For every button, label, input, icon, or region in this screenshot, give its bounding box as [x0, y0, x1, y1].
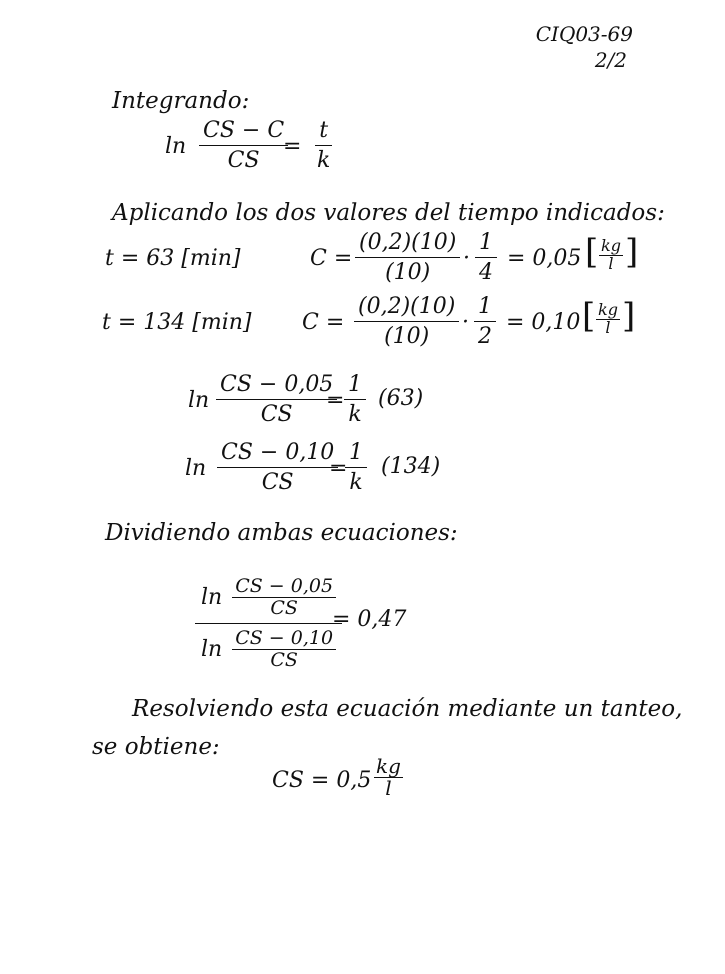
- ln-symbol: ln: [188, 388, 210, 413]
- unit-denominator: l: [608, 253, 614, 273]
- fraction-denominator: (10): [385, 260, 431, 286]
- time-row-1: [105, 228, 639, 288]
- bracket-left: [: [585, 232, 599, 272]
- fraction-denominator: 4: [479, 260, 493, 286]
- unit-denominator: l: [385, 776, 392, 800]
- cs-value: CS = 0,5: [272, 768, 372, 793]
- time-row-2: [102, 294, 636, 354]
- fraction-numerator: 1: [345, 440, 367, 468]
- equation-1: [188, 372, 488, 432]
- bracket-right: ]: [625, 232, 639, 272]
- time-value-2: t = 134 [min]: [102, 310, 252, 335]
- kg-per-l-unit-1: [599, 238, 623, 273]
- half-fraction: [474, 294, 496, 350]
- fraction-denominator: CS: [270, 648, 298, 671]
- fraction-numerator: CS − C: [199, 118, 288, 146]
- fraction-numerator: 1: [344, 372, 366, 400]
- c-label-1: C =: [310, 246, 353, 271]
- ratio-result: = 0,47: [332, 607, 407, 632]
- multiply-dot-2: ·: [462, 310, 469, 335]
- time-value-1: t = 63 [min]: [105, 246, 241, 271]
- integrated-equation: [165, 118, 365, 178]
- fraction-numerator: 1: [474, 294, 496, 322]
- ln-symbol: ln: [165, 134, 187, 159]
- ln-symbol: ln: [185, 456, 207, 481]
- fraction-denominator: 2: [478, 324, 492, 350]
- fraction-denominator: k: [317, 148, 331, 174]
- ratio-fraction: [195, 572, 342, 675]
- integrando-heading: Integrando:: [112, 88, 250, 114]
- fraction-denominator: CS: [261, 470, 294, 496]
- resolviendo-line: Resolviendo esta ecuación mediante un tanteo,: [132, 696, 683, 722]
- fraction-denominator: k: [349, 470, 363, 496]
- equals-sign: =: [329, 456, 348, 481]
- page-number: 2/2: [594, 48, 627, 72]
- c-label-2: C =: [302, 310, 345, 335]
- fraction-numerator: CS − 0,05: [216, 372, 337, 400]
- fraction-denominator: (10): [384, 324, 430, 350]
- se-obtiene-line: se obtiene:: [92, 734, 220, 760]
- fraction-numerator: CS − 0,10: [217, 440, 338, 468]
- result-1: = 0,05: [507, 246, 582, 271]
- concentration-fraction-1: [355, 230, 460, 286]
- ln-symbol: ln: [201, 636, 223, 662]
- one-over-k-fraction: [345, 440, 367, 496]
- result-2: = 0,10: [506, 310, 581, 335]
- equation-2-fraction: [217, 440, 338, 496]
- unit-numerator: kg: [601, 236, 621, 255]
- equation-2: [185, 440, 505, 500]
- fraction-numerator: CS − 0,05: [232, 576, 336, 598]
- unit-numerator: kg: [376, 754, 401, 778]
- fraction-denominator: CS: [227, 148, 260, 174]
- fraction-denominator: k: [348, 402, 362, 428]
- unit-denominator: l: [605, 317, 611, 337]
- ratio-numerator: [195, 572, 342, 624]
- time-63: (63): [378, 386, 424, 411]
- quarter-fraction: [475, 230, 497, 286]
- fraction-numerator: CS − 0,10: [232, 628, 336, 650]
- cs-minus-c-fraction: [199, 118, 288, 174]
- unit-numerator: kg: [598, 300, 618, 319]
- ratio-denominator: [195, 624, 342, 675]
- bracket-left: [: [582, 296, 596, 336]
- top-inner-fraction: [232, 576, 336, 619]
- bottom-inner-fraction: [232, 628, 336, 671]
- kg-per-l-unit-2: [596, 302, 620, 337]
- concentration-fraction-2: [354, 294, 459, 350]
- equals-sign: =: [283, 134, 302, 159]
- time-134: (134): [381, 454, 441, 479]
- final-result: [272, 754, 432, 814]
- equation-1-fraction: [216, 372, 337, 428]
- one-over-k-fraction: [344, 372, 366, 428]
- t-over-k-fraction: [313, 118, 334, 174]
- multiply-dot-1: ·: [463, 246, 470, 271]
- kg-per-l-unit-final: [374, 756, 403, 799]
- fraction-numerator: t: [315, 118, 332, 146]
- fraction-numerator: (0,2)(10): [354, 294, 459, 322]
- fraction-denominator: CS: [270, 596, 298, 619]
- bracket-right: ]: [622, 296, 636, 336]
- fraction-numerator: 1: [475, 230, 497, 258]
- fraction-numerator: (0,2)(10): [355, 230, 460, 258]
- fraction-denominator: CS: [260, 402, 293, 428]
- aplicando-heading: Aplicando los dos valores del tiempo indicados:: [112, 200, 665, 226]
- equals-sign: =: [326, 388, 345, 413]
- ln-symbol: ln: [201, 584, 223, 610]
- document-code: CIQ03-69: [535, 22, 633, 46]
- dividiendo-heading: Dividiendo ambas ecuaciones:: [105, 520, 458, 546]
